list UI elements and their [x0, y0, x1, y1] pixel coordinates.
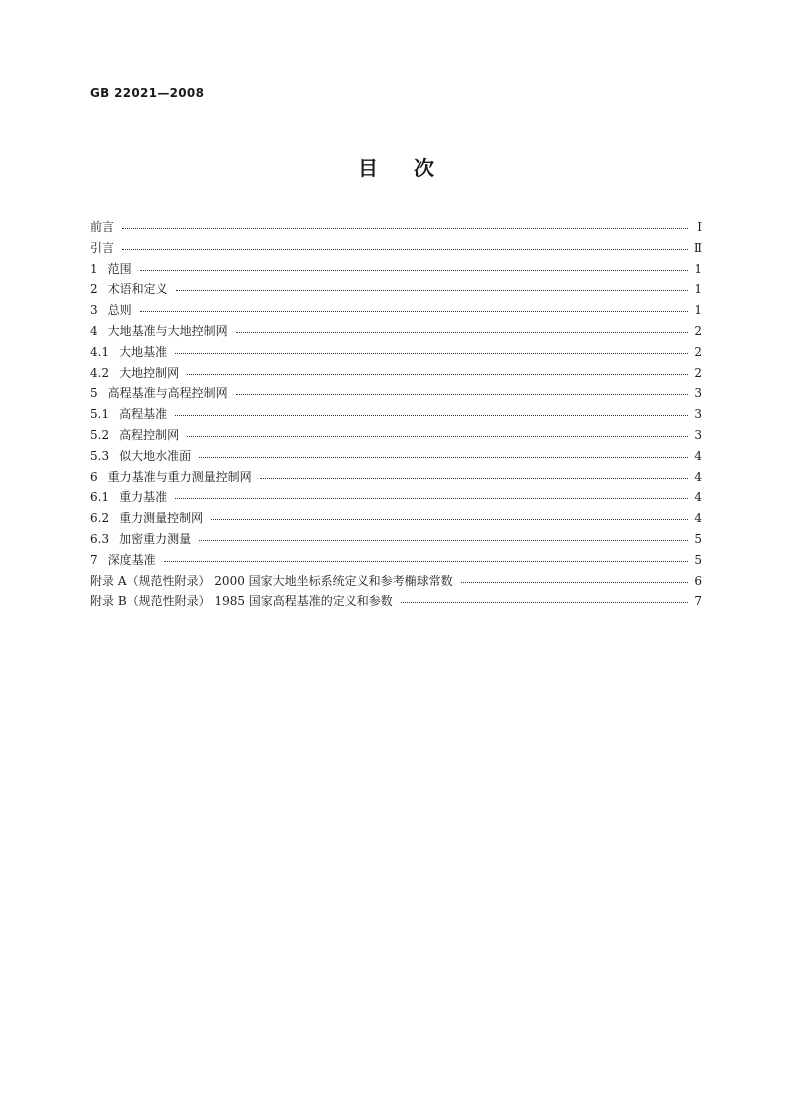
toc-list — [90, 217, 702, 612]
toc-entry[interactable] — [90, 446, 702, 467]
toc-entry[interactable] — [90, 300, 702, 321]
toc-dot-leader — [175, 406, 688, 418]
toc-dot-leader — [176, 281, 688, 293]
toc-entry-number: 5.2 — [90, 427, 110, 442]
toc-entry-number: 6 — [90, 469, 98, 484]
toc-dot-leader — [122, 219, 688, 231]
toc-entry[interactable] — [90, 342, 702, 363]
toc-entry-label: 大地基准 — [119, 344, 168, 359]
toc-entry-label: 高程基准 — [119, 407, 168, 422]
standard-code: GB 22021—2008 — [90, 86, 205, 100]
toc-entry-label: 附录 A（规范性附录） 2000 国家大地坐标系统定义和参考椭球常数 — [90, 573, 453, 588]
toc-entry-label: 前言 — [90, 220, 115, 234]
toc-dot-leader — [187, 365, 688, 377]
toc-entry[interactable] — [90, 404, 702, 425]
toc-entry[interactable] — [90, 238, 702, 259]
toc-entry-number: 1 — [90, 261, 98, 276]
toc-entry-page-number: 3 — [694, 407, 702, 422]
toc-entry-number: 6.2 — [90, 511, 110, 526]
toc-entry-label: 总则 — [107, 303, 132, 318]
toc-entry-number: 2 — [90, 282, 98, 297]
toc-entry-label: 附录 B（规范性附录） 1985 国家高程基准的定义和参数 — [90, 594, 393, 609]
toc-entry-page-number: 7 — [694, 594, 702, 609]
toc-entry-page-number: Ⅰ — [697, 220, 702, 234]
toc-entry-label: 引言 — [90, 240, 115, 255]
toc-entry-label: 术语和定义 — [107, 282, 168, 297]
toc-entry-label: 高程控制网 — [119, 427, 180, 442]
toc-dot-leader — [199, 531, 688, 543]
toc-entry-page-number: 4 — [694, 490, 702, 505]
toc-entry-page-number: 4 — [694, 469, 702, 484]
toc-entry-page-number: 3 — [694, 427, 702, 442]
toc-entry-page-number: 6 — [694, 573, 702, 588]
toc-dot-leader — [164, 552, 688, 564]
toc-entry[interactable] — [90, 321, 702, 342]
toc-entry-page-number: 5 — [694, 531, 702, 546]
toc-entry-number: 6.3 — [90, 531, 110, 546]
toc-entry-label: 重力基准 — [119, 490, 168, 505]
toc-entry-label: 高程基准与高程控制网 — [107, 386, 228, 401]
toc-dot-leader — [461, 573, 688, 585]
toc-dot-leader — [401, 593, 688, 605]
toc-entry-page-number: 2 — [694, 365, 702, 380]
toc-entry-label: 大地基准与大地控制网 — [107, 323, 228, 338]
toc-dot-leader — [199, 448, 688, 460]
toc-entry-number: 5.1 — [90, 407, 110, 422]
toc-entry-number: 4.2 — [90, 365, 110, 380]
toc-entry[interactable] — [90, 363, 702, 384]
toc-entry[interactable] — [90, 259, 702, 280]
toc-entry-number: 7 — [90, 552, 98, 567]
toc-entry-label: 似大地水准面 — [119, 448, 192, 463]
toc-entry-label: 重力测量控制网 — [119, 511, 204, 526]
toc-entry-page-number: 1 — [694, 303, 702, 318]
toc-dot-leader — [140, 261, 688, 273]
toc-entry-page-number: 4 — [694, 448, 702, 463]
toc-entry-page-number: 5 — [694, 552, 702, 567]
toc-entry-page-number: 4 — [694, 511, 702, 526]
toc-entry[interactable] — [90, 591, 702, 612]
toc-entry[interactable] — [90, 383, 702, 404]
toc-entry-number: 3 — [90, 303, 98, 318]
toc-entry[interactable] — [90, 487, 702, 508]
toc-entry-label: 大地控制网 — [119, 365, 180, 380]
toc-entry[interactable] — [90, 279, 702, 300]
toc-dot-leader — [211, 510, 688, 522]
toc-entry-page-number: Ⅱ — [693, 240, 702, 255]
toc-entry[interactable] — [90, 571, 702, 592]
toc-dot-leader — [175, 344, 688, 356]
toc-entry-page-number: 1 — [694, 261, 702, 276]
toc-dot-leader — [140, 302, 688, 314]
toc-entry-label: 重力基准与重力测量控制网 — [107, 469, 252, 484]
toc-entry-label: 范围 — [107, 261, 132, 276]
toc-dot-leader — [236, 385, 688, 397]
toc-entry-number: 4.1 — [90, 344, 110, 359]
toc-entry[interactable] — [90, 425, 702, 446]
toc-entry-page-number: 1 — [694, 282, 702, 297]
toc-entry[interactable] — [90, 529, 702, 550]
toc-dot-leader — [187, 427, 688, 439]
toc-entry[interactable] — [90, 217, 702, 238]
toc-entry[interactable] — [90, 467, 702, 488]
toc-entry-number: 5 — [90, 386, 98, 401]
toc-entry-label: 加密重力测量 — [119, 531, 192, 546]
toc-entry-page-number: 2 — [694, 344, 702, 359]
toc-dot-leader — [260, 469, 688, 481]
toc-entry[interactable] — [90, 508, 702, 529]
toc-dot-leader — [122, 240, 688, 252]
toc-title: 目次 — [358, 156, 470, 180]
toc-entry-label: 深度基准 — [107, 552, 156, 567]
toc-entry-number: 4 — [90, 323, 98, 338]
toc-entry-number: 6.1 — [90, 490, 110, 505]
toc-entry-page-number: 2 — [694, 323, 702, 338]
toc-dot-leader — [175, 489, 688, 501]
toc-entry-number: 5.3 — [90, 448, 110, 463]
toc-entry[interactable] — [90, 550, 702, 571]
toc-dot-leader — [236, 323, 688, 335]
toc-entry-page-number: 3 — [694, 386, 702, 401]
